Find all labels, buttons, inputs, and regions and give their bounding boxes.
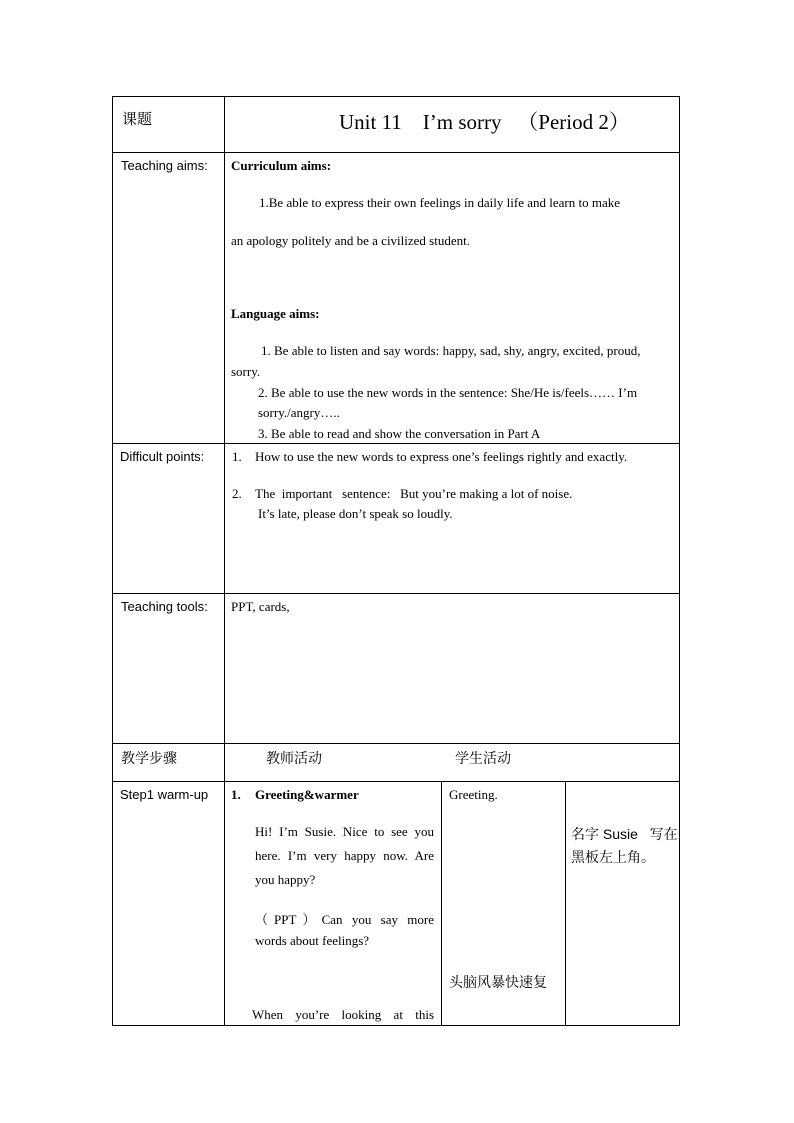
teacher-activity-line: When you’re looking at this: [252, 1007, 434, 1022]
language-aim-line: 2. Be able to use the new words in the sentence: She/He is/feels…… I’m: [258, 385, 638, 400]
teaching-tools-row: [112, 593, 680, 743]
notes-line: 名字 Susie 写在: [571, 826, 678, 842]
topic-label: 课题: [122, 111, 153, 128]
difficult-point-text: It’s late, please don’t speak so loudly.: [258, 506, 453, 521]
header-label-cell: [113, 97, 225, 152]
teacher-activity-header: 教师活动: [266, 750, 322, 766]
teaching-tools-label: Teaching tools:: [121, 599, 208, 614]
language-aims-heading: Language aims:: [231, 306, 320, 321]
teaching-aims-row: [112, 152, 680, 443]
difficult-points-label-cell: [113, 444, 225, 593]
teaching-tools-value: PPT, cards,: [231, 599, 290, 614]
difficult-points-label: Difficult points:: [120, 449, 205, 464]
teacher-activity-line: you happy?: [255, 872, 316, 887]
language-aim-line: sorry./angry…..: [258, 405, 340, 420]
teaching-tools-label-cell: [113, 594, 225, 743]
language-aim-line: 1. Be able to listen and say words: happy, sad, shy, angry, excited, proud,: [261, 343, 641, 358]
student-activity-cell: [442, 782, 566, 1025]
student-activity-header: 学生活动: [455, 750, 511, 766]
curriculum-aim-line: an apology politely and be a civilized student.: [231, 233, 470, 248]
step1-row: [112, 781, 680, 1026]
language-aim-line: sorry.: [231, 364, 261, 379]
student-activity-line: 头脑风暴快速复: [449, 974, 547, 990]
difficult-point-text: The important sentence: But you’re making a lot of noise.: [255, 486, 573, 501]
curriculum-aim-line: 1.Be able to express their own feelings in daily life and learn to make: [259, 195, 620, 210]
activity-title: Greeting&warmer: [255, 787, 359, 802]
curriculum-aims-heading: Curriculum aims:: [231, 158, 332, 173]
difficult-point-number: 2.: [232, 486, 242, 501]
steps-label-cell: [113, 744, 225, 781]
lesson-title: Unit 11 I’m sorry （Period 2）: [339, 110, 630, 134]
notes-cell: [566, 782, 679, 1025]
header-row: [112, 96, 680, 152]
teacher-activity-line: words about feelings?: [255, 933, 370, 948]
teacher-activity-cell: [224, 782, 442, 1025]
steps-label: 教学步骤: [121, 750, 177, 766]
difficult-point-text: How to use the new words to express one’s feelings rightly and exactly.: [255, 449, 628, 464]
difficult-point-number: 1.: [232, 449, 242, 464]
notes-line: 黑板左上角。: [571, 849, 655, 865]
teacher-activity-line: （PPT）Can you say more: [255, 912, 434, 927]
step1-label: Step1 warm-up: [120, 787, 209, 802]
student-activity-line: Greeting.: [449, 787, 498, 802]
teaching-aims-label: Teaching aims:: [121, 158, 208, 173]
teaching-aims-label-cell: [113, 153, 225, 443]
language-aim-line: 3. Be able to read and show the conversation in Part A: [258, 426, 541, 441]
step1-label-cell: [113, 782, 225, 1025]
difficult-points-row: [112, 443, 680, 593]
teacher-activity-line: Hi! I’m Susie. Nice to see you: [255, 824, 434, 839]
steps-header-row: [112, 743, 680, 781]
teacher-activity-line: here. I’m very happy now. Are: [255, 848, 434, 863]
activity-number: 1.: [231, 787, 241, 802]
